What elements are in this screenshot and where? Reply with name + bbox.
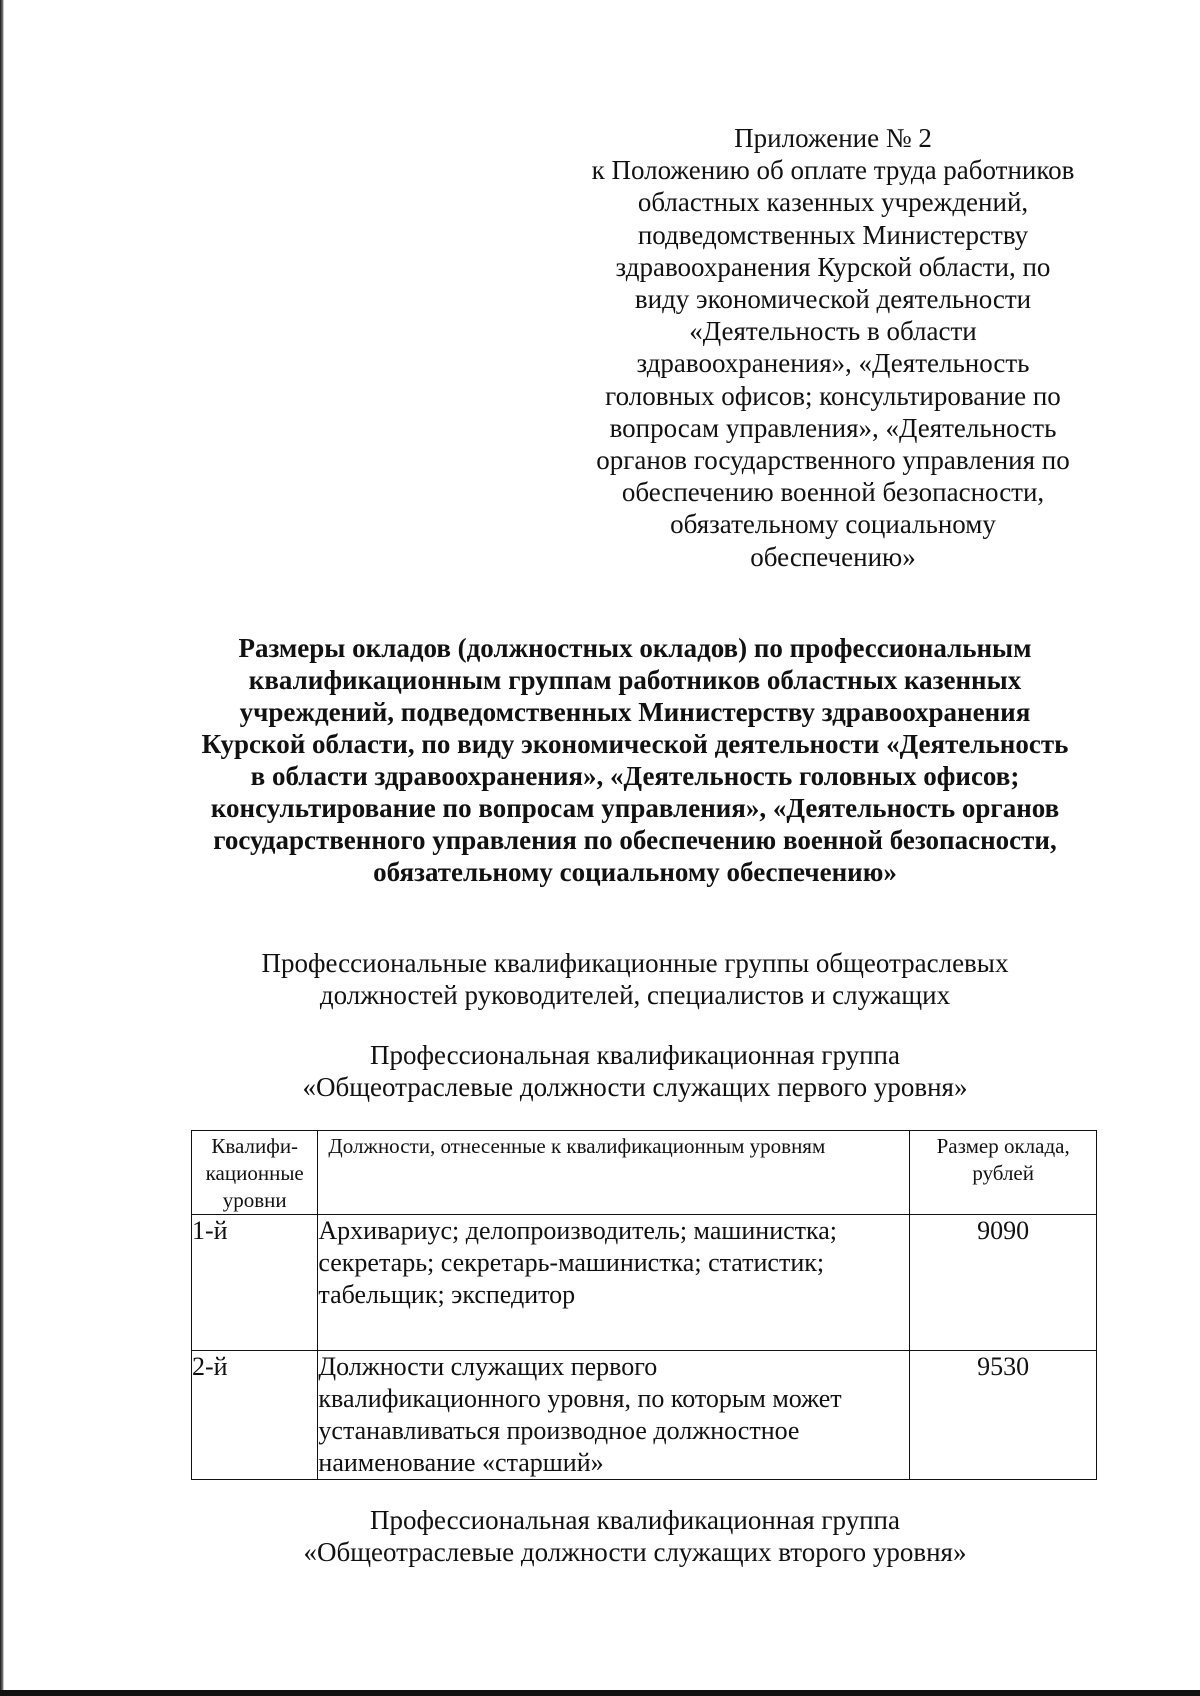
appendix-line: вопросам управления», «Деятельность xyxy=(609,412,1057,443)
cell-level: 1-й xyxy=(192,1215,318,1351)
table-row xyxy=(192,1351,1097,1480)
title-line: квалификационным группам работников областных казенных xyxy=(248,665,1022,695)
positions-line: табельщик; экспедитор xyxy=(318,1280,576,1309)
positions-line: Архивариус; делопроизводитель; машинистка; xyxy=(318,1216,838,1245)
positions-line: квалификационного уровня, по которым может xyxy=(318,1384,842,1413)
group-title-line: «Общеотраслевые должности служащих второго уровня» xyxy=(303,1537,967,1567)
appendix-line: обеспечению военной безопасности, xyxy=(621,477,1045,508)
header-salary-line: рублей xyxy=(972,1161,1034,1185)
header-qualification-level xyxy=(192,1131,318,1215)
cell-salary: 9530 xyxy=(910,1351,1097,1480)
header-level-line: кационные xyxy=(205,1161,304,1185)
salary-table xyxy=(191,1130,1097,1480)
title-line: консультирование по вопросам управления», «Деятельность органов xyxy=(210,793,1060,823)
positions-line: секретарь; секретарь-машинистка; статистик; xyxy=(318,1248,825,1277)
appendix-line: Приложение № 2 xyxy=(734,123,932,153)
positions-line: Должности служащих первого xyxy=(318,1352,658,1381)
group-title-line: Профессиональная квалификационная группа xyxy=(370,1040,900,1070)
positions-line: устанавливаться производное должностное xyxy=(318,1416,800,1445)
cell-positions xyxy=(318,1215,910,1351)
appendix-note xyxy=(560,122,1106,573)
table-row xyxy=(192,1215,1097,1351)
appendix-line: к Положению об оплате труда работников xyxy=(591,155,1075,186)
appendix-line: подведомственных Министерству xyxy=(637,219,1029,250)
table-header-row xyxy=(192,1131,1097,1215)
header-salary-line: Размер оклада, xyxy=(936,1134,1070,1158)
scan-edge-left xyxy=(0,0,4,1696)
appendix-line: обеспечению» xyxy=(750,541,916,572)
header-level-line: Квалифи- xyxy=(211,1134,299,1158)
title-line: учреждений, подведомственных Министерству здравоохранения xyxy=(239,697,1031,727)
group-title-line: Профессиональная квалификационная группа xyxy=(370,1505,900,1535)
title-line: Курской области, по виду экономической деятельности «Деятельность xyxy=(201,729,1069,759)
title-line: Размеры окладов (должностных окладов) по профессиональным xyxy=(238,633,1032,663)
header-positions xyxy=(318,1131,910,1215)
document-title xyxy=(160,632,1110,888)
title-line: в области здравоохранения», «Деятельность головных офисов; xyxy=(250,761,1020,791)
cell-level: 2-й xyxy=(192,1351,318,1480)
cell-positions xyxy=(318,1351,910,1480)
group-title-second-level xyxy=(200,1504,1070,1568)
appendix-line: головных офисов; консультирование по xyxy=(605,380,1061,411)
subtitle-line: должностей руководителей, специалистов и служащих xyxy=(319,980,951,1010)
group-title-line: «Общеотраслевые должности служащих первого уровня» xyxy=(302,1072,968,1102)
appendix-line: органов государственного управления по xyxy=(596,445,1070,476)
header-salary xyxy=(910,1131,1097,1215)
appendix-line: обязательному социальному xyxy=(670,509,996,540)
header-positions-text: Должности, отнесенные к квалификационным уровням xyxy=(328,1134,826,1158)
title-line: обязательному социальному обеспечению» xyxy=(373,857,897,887)
appendix-line: здравоохранения», «Деятельность xyxy=(636,348,1030,379)
appendix-line: виду экономической деятельности xyxy=(634,284,1032,315)
positions-line: наименование «старший» xyxy=(318,1448,604,1477)
scan-edge-bottom xyxy=(0,1690,1200,1696)
subtitle-line: Профессиональные квалификационные группы общеотраслевых xyxy=(261,948,1009,978)
appendix-line: «Деятельность в области xyxy=(689,316,977,347)
title-line: государственного управления по обеспечению военной безопасности, xyxy=(213,825,1057,855)
appendix-line: здравоохранения Курской области, по xyxy=(615,251,1051,282)
section-subtitle xyxy=(160,947,1110,1011)
appendix-line: областных казенных учреждений, xyxy=(637,187,1029,218)
cell-salary: 9090 xyxy=(910,1215,1097,1351)
header-level-line: уровни xyxy=(222,1188,287,1212)
group-title-first-level xyxy=(200,1039,1070,1103)
